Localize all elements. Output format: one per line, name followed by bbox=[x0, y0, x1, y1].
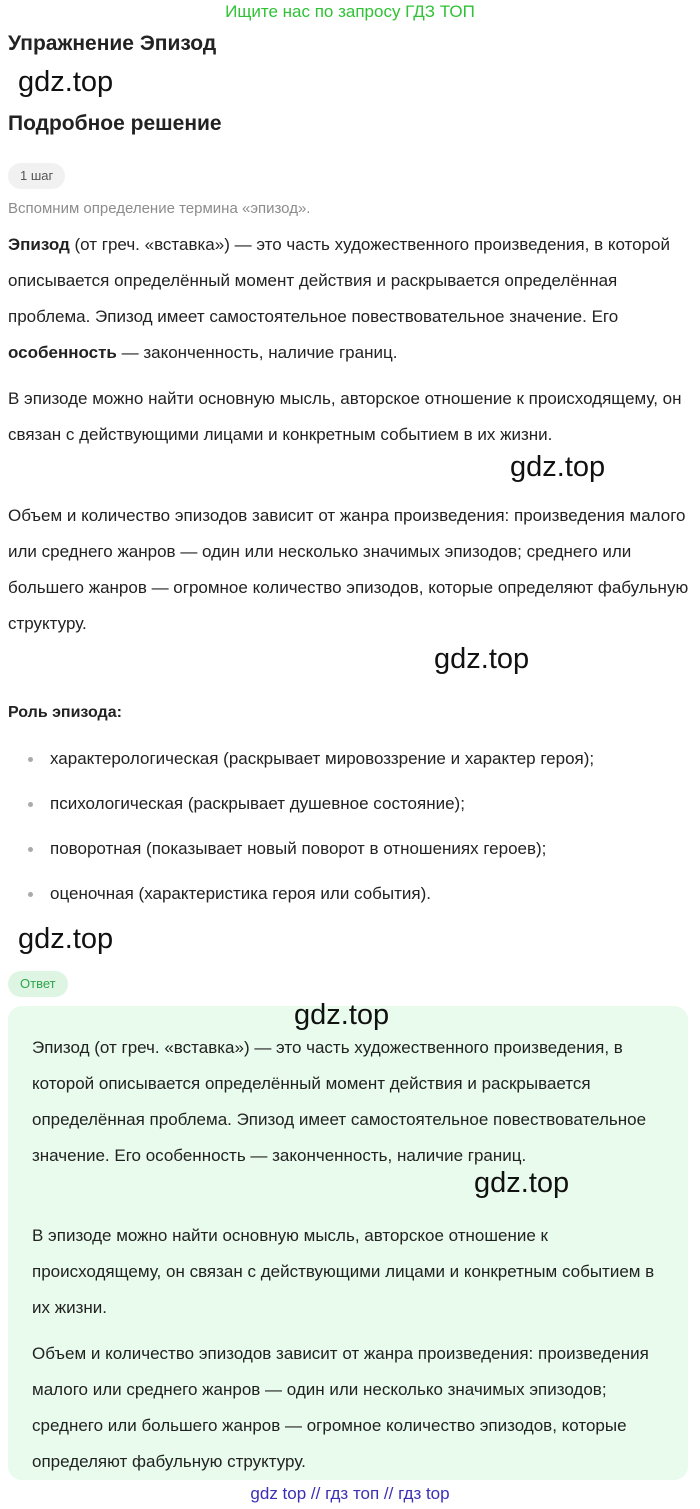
answer-paragraph: Эпизод (от греч. «вставка») — это часть художественного произведения, в которой описывается определённый момент действия и раскрывается определённая проблема. Эпизод имеет самостоятельное повествовательное значение. Его особенность — законченность, наличие границ. bbox=[32, 1038, 647, 1165]
definition-paragraph bbox=[8, 227, 692, 371]
bullet-icon bbox=[28, 802, 33, 807]
bullet-icon bbox=[28, 757, 33, 762]
definition-ending: — законченность, наличие границ. bbox=[116, 343, 398, 362]
list-item: поворотная (показывает новый поворот в отношениях героев); bbox=[8, 839, 594, 884]
role-heading: Роль эпизода: bbox=[8, 704, 122, 721]
main-idea-paragraph: В эпизоде можно найти основную мысль, авторское отношение к происходящему, он связан с действующими лицами и конкретным событием в их жизни. bbox=[8, 389, 682, 444]
list-item: оценочная (характеристика героя или события). bbox=[8, 884, 594, 929]
list-item: психологическая (раскрывает душевное состояние); bbox=[8, 794, 594, 839]
feature-bold: особенность bbox=[8, 343, 117, 362]
volume-paragraph: Объем и количество эпизодов зависит от жанра произведения: произведения малого или среднего жанров — один или несколько значимых эпизодов; среднего или большего жанров — огромное количество эпизодов, которые определяют фабульную структуру. bbox=[8, 506, 689, 633]
watermark: gdz.top bbox=[434, 643, 530, 675]
answer-badge: Ответ bbox=[8, 971, 68, 997]
watermark: gdz.top bbox=[294, 999, 390, 1031]
bullet-icon bbox=[28, 847, 33, 852]
answer-paragraph: В эпизоде можно найти основную мысль, авторское отношение к происходящему, он связан с действующими лицами и конкретным событием в их жизни. bbox=[32, 1226, 655, 1317]
definition-text: (от греч. «вставка») — это часть художественного произведения, в которой описывается определённый момент действия и раскрывается определённая проблема. Эпизод имеет самостоятельное повествовательное значение. Его bbox=[8, 235, 670, 326]
answer-paragraph: Объем и количество эпизодов зависит от жанра произведения: произведения малого или среднего жанров — один или несколько значимых эпизодов; среднего или большего жанров — огромное количество эпизодов, которые определяют фабульную структуру. bbox=[32, 1344, 649, 1471]
search-banner: Ищите нас по запросу ГДЗ ТОП bbox=[225, 2, 475, 21]
step-badge: 1 шаг bbox=[8, 163, 65, 189]
solution-heading: Подробное решение bbox=[8, 112, 222, 135]
term-bold: Эпизод bbox=[8, 235, 70, 254]
footer-links: gdz top // гдз топ // гдз top bbox=[250, 1484, 450, 1503]
role-list bbox=[8, 749, 594, 929]
watermark: gdz.top bbox=[474, 1167, 570, 1199]
bullet-icon bbox=[28, 892, 33, 897]
step-intro: Вспомним определение термина «эпизод». bbox=[8, 200, 311, 217]
watermark: gdz.top bbox=[18, 923, 114, 955]
watermark: gdz.top bbox=[18, 66, 114, 98]
watermark: gdz.top bbox=[510, 451, 606, 483]
page-title: Упражнение Эпизод bbox=[8, 32, 217, 55]
list-item: характерологическая (раскрывает мировоззрение и характер героя); bbox=[8, 749, 594, 794]
